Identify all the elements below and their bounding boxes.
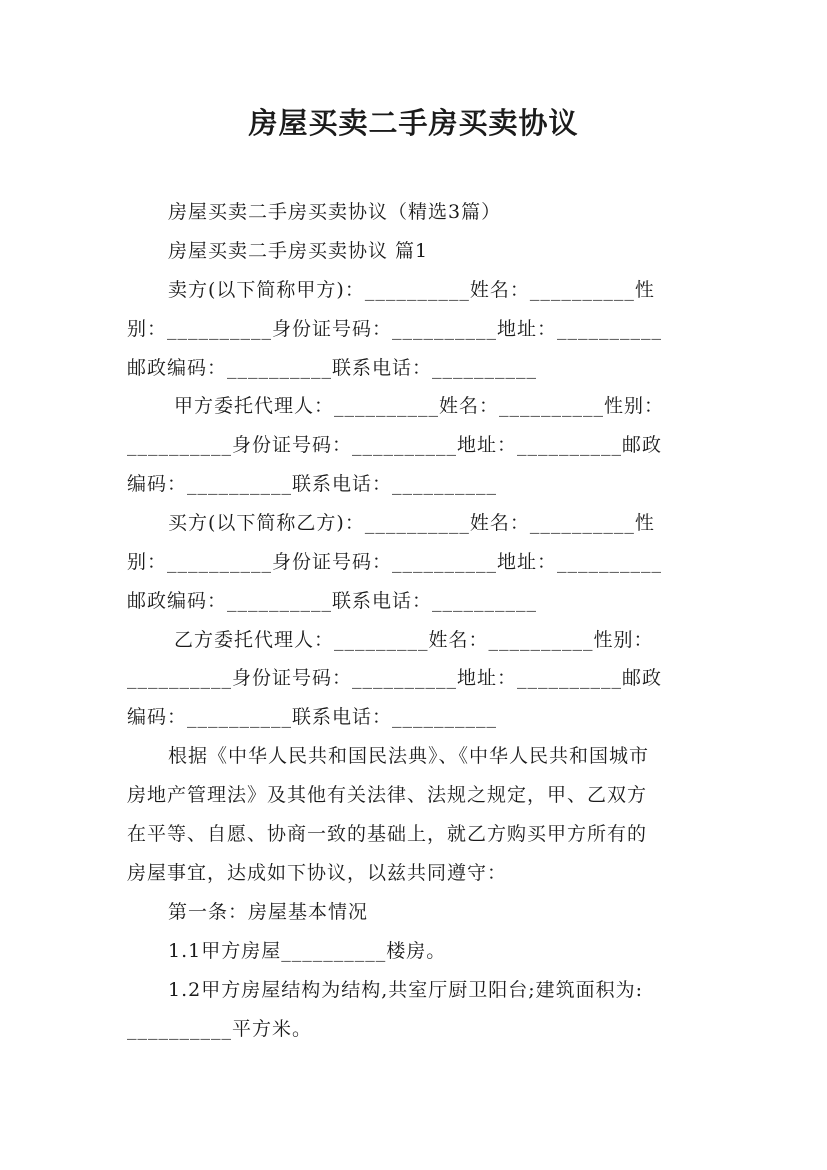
paragraph-line: 别：__________身份证号码：__________地址：__________ (127, 318, 663, 340)
article-heading: 第一条：房屋基本情况 (168, 901, 369, 923)
paragraph-line: __________身份证号码：__________地址：__________邮政 (127, 434, 663, 456)
paragraph-line: 编码：__________联系电话：__________ (127, 706, 498, 728)
paragraph-line: 甲方委托代理人：__________姓名：__________性别： (174, 395, 665, 417)
paragraph-line: 买方(以下简称乙方)：__________姓名：__________性 (168, 512, 655, 534)
paragraph-line: 房屋事宜，达成如下协议，以兹共同遵守： (127, 862, 508, 884)
paragraph-line: 邮政编码：__________联系电话：__________ (127, 590, 538, 612)
paragraph-line: 邮政编码：__________联系电话：__________ (127, 357, 538, 379)
paragraph-line: 1.1甲方房屋__________楼房。 (168, 940, 447, 962)
paragraph-line: 在平等、自愿、协商一致的基础上，就乙方购买甲方所有的 (127, 823, 648, 845)
paragraph-line: 卖方(以下简称甲方)：__________姓名：__________性 (168, 279, 655, 301)
paragraph-line: 根据《中华人民共和国民法典》、《中华人民共和国城市 (168, 745, 650, 767)
document-title: 房屋买卖二手房买卖协议 (248, 106, 579, 140)
paragraph-line: 房地产管理法》及其他有关法律、法规之规定，甲、乙双方 (127, 784, 648, 806)
paragraph-line: 1.2甲方房屋结构为结构,共室厅厨卫阳台;建筑面积为: (168, 979, 644, 1001)
paragraph-line: 乙方委托代理人：_________姓名：__________性别： (174, 629, 654, 651)
paragraph-line: 别：__________身份证号码：__________地址：__________ (127, 551, 663, 573)
paragraph-line: __________身份证号码：__________地址：__________邮政 (127, 667, 663, 689)
paragraph-line: __________平方米。 (127, 1018, 313, 1040)
paragraph-line: 编码：__________联系电话：__________ (127, 473, 498, 495)
section-heading: 房屋买卖二手房买卖协议 篇1 (168, 240, 429, 262)
subtitle-line: 房屋买卖二手房买卖协议（精选3篇） (168, 201, 502, 223)
